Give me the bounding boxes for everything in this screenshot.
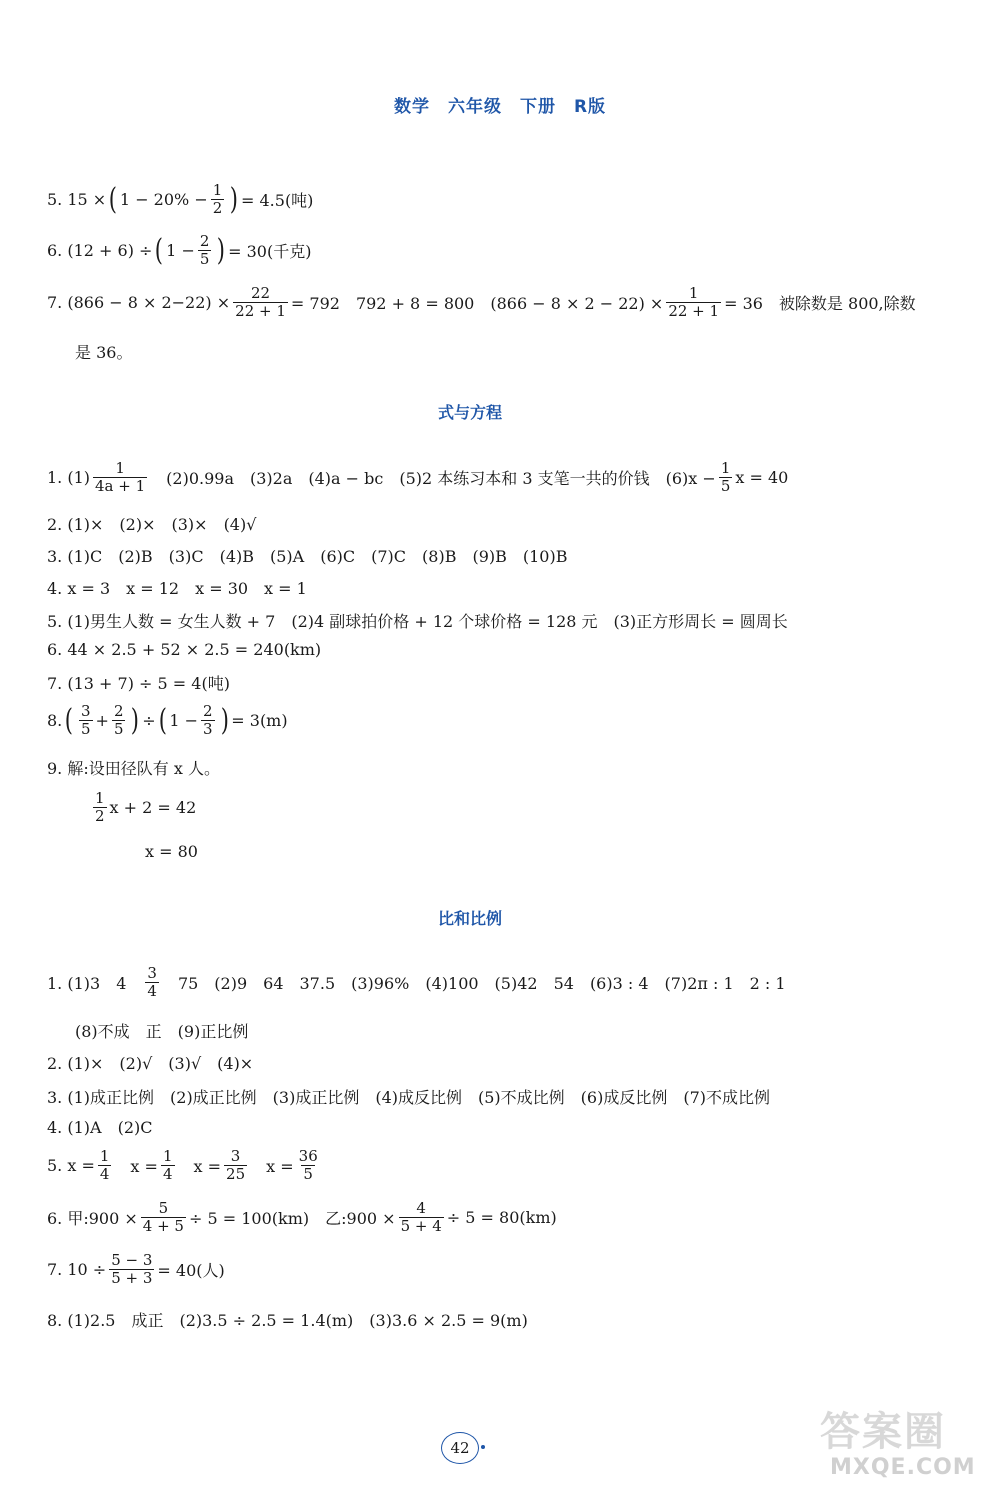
watermark-logo [810,1400,995,1485]
eq-line-2: 2. (1)× (2)× (3)× (4)√ [47,515,257,534]
paren-close: ) [131,702,140,738]
fraction [161,1148,175,1184]
fraction [297,1148,320,1184]
section-title-ratio: 比和比例 [437,909,502,928]
text: = 36 被除数是 800,除数 [724,294,916,314]
denominator: 25 [226,1165,246,1184]
fraction [201,703,215,739]
paren-close: ) [217,232,226,268]
text: = 40(人) [157,1261,225,1281]
ratio-line-4: 4. (1)A (2)C [47,1118,153,1137]
eq-line-7: 7. (13 + 7) ÷ 5 = 4(吨) [47,674,230,693]
text: 5. x = [47,1156,95,1176]
paren-open: ( [155,232,164,268]
text: 1 − [169,711,198,731]
numerator: 3 [147,964,157,982]
paren-open: ( [158,702,167,738]
fraction [93,790,107,826]
paren-open: ( [65,702,74,738]
fraction [112,703,126,739]
fraction [719,460,733,496]
eq-line-9: 9. 解:设田径队有 x 人。 [47,759,220,778]
fraction [109,1252,154,1288]
denominator: 22 + 1 [235,302,286,321]
denominator: 4 [147,982,157,1001]
eq-line-4: 4. x = 3 x = 12 x = 30 x = 1 [47,579,307,598]
text: 1. (1) [47,468,91,488]
numerator: 2 [199,232,210,250]
denominator: 5 + 3 [111,1269,153,1288]
answer-line-7 [47,285,916,321]
numerator: 5 [158,1199,169,1217]
denominator: 4 [162,1165,173,1184]
ratio-line-5 [47,1148,323,1184]
numerator: 5 − 3 [111,1251,153,1269]
ratio-line-6 [47,1200,557,1236]
ratio-line-7 [47,1252,225,1288]
fraction [79,703,93,739]
text: (2)0.99a (3)2a (4)a − bc (5)2 本练习本和 3 支笔一共的价钱 (6)x − [150,469,716,489]
denominator: 4a + 1 [95,477,146,496]
numerator: 1 [99,1147,110,1165]
ratio-line-1-cont: (8)不成 正 (9)正比例 [75,1022,249,1041]
numerator: 1 [720,459,731,477]
fraction [198,233,212,269]
denominator: 5 [199,250,210,269]
eq-line-3: 3. (1)C (2)B (3)C (4)B (5)A (6)C (7)C (8)B (9)B (10)B [47,547,568,566]
eq-line-6: 6. 44 × 2.5 + 52 × 2.5 = 240(km) [47,640,322,659]
denominator: 5 [720,477,731,496]
numerator: 36 [298,1147,318,1165]
text: = 30(千克) [228,242,312,262]
text: 6. 甲:900 × [47,1209,138,1229]
denominator: 5 [303,1165,313,1184]
numerator: 22 [250,284,271,302]
ratio-line-1 [47,965,786,1001]
eq-line-9-answer: x = 80 [145,842,198,861]
denominator: 3 [203,720,213,739]
text: ÷ [142,711,156,731]
page-number: 42 [441,1432,479,1464]
fraction [145,965,159,1001]
numerator: 4 [416,1199,426,1217]
text: 1. (1)3 4 [47,974,143,994]
text: + [95,711,109,731]
text: ÷ 5 = 80(km) [446,1208,557,1228]
fraction [666,285,721,321]
denominator: 5 [80,720,91,739]
answer-line-7-cont [75,340,132,363]
text: 是 36。 [75,343,133,362]
text: 1 − 20% − [119,190,208,210]
text: 5. 15 × [47,190,107,210]
text: 75 (2)9 64 37.5 (3)96% (4)100 (5)42 54 (6)3 : 4 (7)2π : 1 2 : 1 [161,974,786,994]
fraction [141,1200,186,1236]
page-number-dot [481,1445,485,1449]
ratio-line-2: 2. (1)× (2)√ (3)√ (4)× [47,1054,254,1073]
numerator: 2 [203,702,213,720]
text: 7. 10 ÷ [47,1260,107,1280]
fraction [211,182,225,218]
text: x = [114,1157,158,1177]
denominator: 4 + 5 [142,1217,184,1236]
fraction [233,285,288,321]
numerator: 1 [688,284,699,302]
paren-open: ( [108,181,118,217]
fraction [98,1148,112,1184]
text: x = [250,1157,294,1177]
numerator: 3 [230,1147,241,1165]
text: 6. (12 + 6) ÷ [47,241,153,261]
eq-line-1 [47,460,788,496]
ratio-line-3: 3. (1)成正比例 (2)成正比例 (3)成正比例 (4)成反比例 (5)不成比例 (6)成反比例 (7)不成比例 [47,1088,771,1107]
numerator: 2 [113,702,124,720]
fraction [224,1148,247,1184]
watermark-url: MXQE.COM [830,1455,976,1480]
eq-line-8 [47,703,288,739]
numerator: 1 [115,459,125,477]
section-title-equations: 式与方程 [437,403,502,422]
denominator: 2 [95,807,105,826]
fraction [93,460,147,496]
text: 7. (866 − 8 × 2−22) × [47,293,231,313]
ratio-line-8: 8. (1)2.5 成正 (2)3.5 ÷ 2.5 = 1.4(m) (3)3.6 × 2.5 = 9(m) [47,1311,528,1330]
text: 8. [47,711,63,731]
text: x = 40 [735,468,789,488]
denominator: 5 [113,720,124,739]
denominator: 4 [99,1165,110,1184]
text: = 4.5(吨) [241,191,314,211]
numerator: 1 [95,789,105,807]
answer-line-5 [47,182,313,218]
watermark-logo-text: 答案圈 [820,1409,946,1455]
denominator: 5 + 4 [400,1217,442,1236]
text: ÷ 5 = 100(km) 乙:900 × [188,1209,396,1229]
text: x = [177,1157,222,1177]
numerator: 1 [212,181,223,199]
page-header-title: 数学 六年级 下册 R版 [393,97,607,117]
text: 1 − [166,241,195,261]
numerator: 3 [80,702,91,720]
eq-line-9-equation [90,790,196,826]
text: x + 2 = 42 [109,798,197,818]
paren-close: ) [230,181,239,217]
fraction [399,1200,444,1236]
denominator: 2 [212,199,223,218]
paren-close: ) [220,702,229,738]
numerator: 1 [162,1147,173,1165]
answer-line-6 [47,233,311,269]
text: = 3(m) [231,711,288,731]
eq-line-5: 5. (1)男生人数 = 女生人数 + 7 (2)4 副球拍价格 + 12 个球价格 = 128 元 (3)正方形周长 = 圆周长 [47,612,788,631]
denominator: 22 + 1 [668,302,720,321]
text: = 792 792 + 8 = 800 (866 − 8 × 2 − 22) × [290,294,664,314]
